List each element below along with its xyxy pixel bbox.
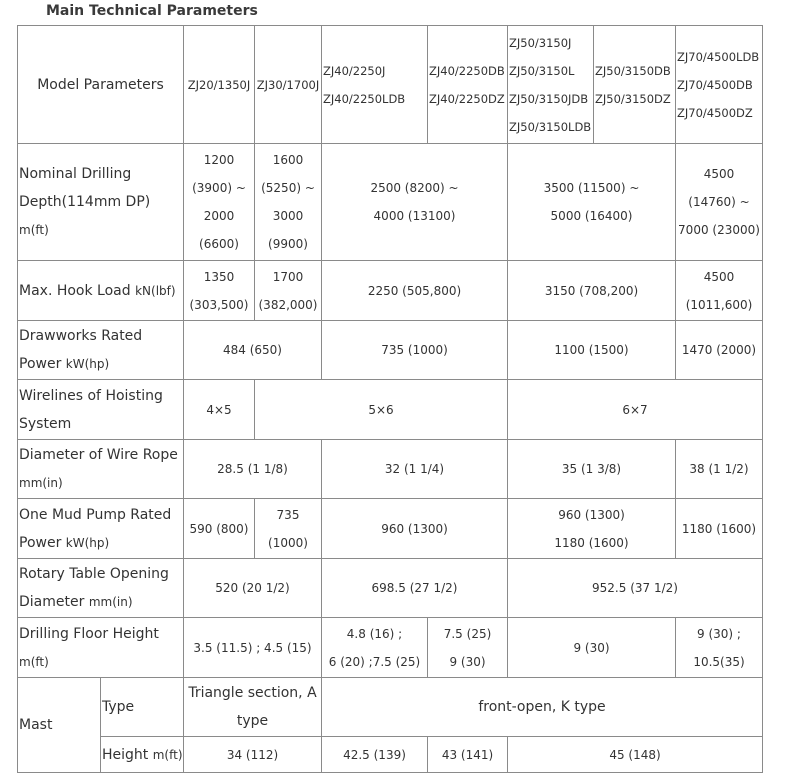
mudpump-zj50 xyxy=(508,499,676,559)
value-line: 2000 xyxy=(203,209,235,223)
value-line: 960 (1300) xyxy=(558,507,625,522)
mast-type-zj40-70: front-open, K type xyxy=(322,678,763,737)
value-line: (1011,600) xyxy=(685,297,753,312)
mudpump-zj20: 590 (800) xyxy=(184,499,255,559)
depth-zj30 xyxy=(255,144,322,261)
depth-zj20 xyxy=(184,144,255,261)
mast-height-zj40-j: 42.5 (139) xyxy=(322,737,428,773)
value-line: 1600 xyxy=(272,153,304,167)
model-zj50-db xyxy=(594,26,676,144)
model-name: ZJ50/3150DB xyxy=(595,63,671,78)
model-name: ZJ50/3150DZ xyxy=(595,91,671,106)
label-text: Drawworks Rated Power xyxy=(19,328,143,372)
table-row-mast-height xyxy=(18,737,763,773)
hook-zj40: 2250 (505,800) xyxy=(322,261,508,321)
hook-zj50: 3150 (708,200) xyxy=(508,261,676,321)
value-line: 3500 (11500) ~ xyxy=(543,181,640,195)
value-line: 7000 (23000) xyxy=(678,223,760,237)
unit-text: m(ft) xyxy=(19,223,49,237)
rope-zj70: 38 (1 1/2) xyxy=(676,440,763,499)
mudpump-zj30: 735 (1000) xyxy=(255,499,322,559)
value-line: 2500 (8200) ~ xyxy=(370,181,459,195)
table-row-floor-height xyxy=(18,618,763,678)
value-line: (303,500) xyxy=(189,297,249,312)
unit-text: kN(lbf) xyxy=(135,283,176,298)
value-line: (9900) xyxy=(268,237,308,251)
model-parameters-header: Model Parameters xyxy=(18,26,184,144)
table-row-depth xyxy=(18,144,763,261)
row-label-drawworks xyxy=(18,321,184,380)
page-title: Main Technical Parameters xyxy=(46,3,258,19)
label-text: Diameter of Wire Rope xyxy=(19,447,178,463)
table-row-mast-type xyxy=(18,678,763,737)
depth-zj50 xyxy=(508,144,676,261)
value-line: 1700 xyxy=(272,269,304,284)
technical-parameters-table xyxy=(17,25,763,773)
table-row-hook-load xyxy=(18,261,763,321)
value-line: 6 (20) ;7.5 (25) xyxy=(328,654,421,669)
mast-height-zj20-30: 34 (112) xyxy=(184,737,322,773)
hook-zj20 xyxy=(184,261,255,321)
label-text: Drilling Floor Height xyxy=(19,625,159,642)
model-name: ZJ70/4500DZ xyxy=(677,105,753,120)
table-row-wirelines xyxy=(18,380,763,440)
value-line: 9 (30) xyxy=(449,654,486,669)
model-name: ZJ40/2250LDB xyxy=(323,91,406,106)
value-line: 4500 xyxy=(703,269,735,284)
value-line: (3900) ~ xyxy=(192,181,246,195)
value-line: (382,000) xyxy=(258,297,318,312)
model-name: ZJ70/4500LDB xyxy=(677,49,760,64)
unit-text: m(ft) xyxy=(19,654,49,669)
floor-zj40-db xyxy=(428,618,508,678)
drawworks-zj50: 1100 (1500) xyxy=(508,321,676,380)
rotary-zj50-70: 952.5 (37 1/2) xyxy=(508,559,763,618)
value-line: 1180 (1600) xyxy=(554,535,629,550)
unit-text: kW(hp) xyxy=(65,535,110,550)
model-zj70 xyxy=(676,26,763,144)
label-text: Max. Hook Load xyxy=(19,282,131,299)
mast-type-zj20-30: Triangle section, A type xyxy=(184,678,322,737)
model-name: ZJ50/3150J xyxy=(509,35,572,50)
label-text: Rotary Table Opening Diameter xyxy=(19,566,169,610)
rope-zj40: 32 (1 1/4) xyxy=(322,440,508,499)
model-name: ZJ50/3150JDB xyxy=(509,91,589,106)
model-name: ZJ40/2250J xyxy=(323,63,386,78)
depth-zj40 xyxy=(322,144,508,261)
row-label-wirelines: Wirelines of Hoisting System xyxy=(18,380,184,440)
table-row-wire-rope xyxy=(18,440,763,499)
model-zj40-j xyxy=(322,26,428,144)
mast-height-zj40-db: 43 (141) xyxy=(428,737,508,773)
model-zj30: ZJ30/1700J xyxy=(255,26,322,144)
model-name: ZJ50/3150LDB xyxy=(509,119,592,134)
wirelines-zj20: 4×5 xyxy=(184,380,255,440)
floor-zj20-30: 3.5 (11.5) ; 4.5 (15) xyxy=(184,618,322,678)
model-name: ZJ40/2250DB xyxy=(429,63,505,78)
value-line: 1350 xyxy=(203,269,235,284)
row-label-rotary-table xyxy=(18,559,184,618)
drawworks-zj70: 1470 (2000) xyxy=(676,321,763,380)
rotary-zj40: 698.5 (27 1/2) xyxy=(322,559,508,618)
model-zj40-db xyxy=(428,26,508,144)
label-text: One Mud Pump Rated Power xyxy=(19,506,172,551)
floor-zj70 xyxy=(676,618,763,678)
rope-zj20-30: 28.5 (1 1/8) xyxy=(184,440,322,499)
hook-zj70 xyxy=(676,261,763,321)
unit-text: kW(hp) xyxy=(65,357,110,371)
value-line: 3000 xyxy=(272,209,304,223)
value-line: (14760) ~ xyxy=(688,195,750,209)
unit-text: mm(in) xyxy=(88,595,133,609)
model-zj50-j xyxy=(508,26,594,144)
value-line: (6600) xyxy=(199,237,239,251)
value-line: 4000 (13100) xyxy=(373,209,456,223)
model-name: ZJ70/4500DB xyxy=(677,77,753,92)
row-label-mast-type: Type xyxy=(101,678,184,737)
table-row-drawworks xyxy=(18,321,763,380)
value-line: 4.8 (16) ; xyxy=(346,626,403,641)
rope-zj50: 35 (1 3/8) xyxy=(508,440,676,499)
drawworks-zj40: 735 (1000) xyxy=(322,321,508,380)
header-row xyxy=(18,26,763,144)
model-name: ZJ40/2250DZ xyxy=(429,91,505,106)
row-label-depth xyxy=(18,144,184,261)
value-line: 1200 xyxy=(203,153,235,167)
unit-text: m(ft) xyxy=(152,747,183,762)
mudpump-zj40: 960 (1300) xyxy=(322,499,508,559)
mudpump-zj70: 1180 (1600) xyxy=(676,499,763,559)
model-zj20: ZJ20/1350J xyxy=(184,26,255,144)
table-row-rotary-table xyxy=(18,559,763,618)
wirelines-zj30-40: 5×6 xyxy=(255,380,508,440)
value-line: 9 (30) ; xyxy=(697,626,741,641)
label-text: Height xyxy=(102,746,149,763)
floor-zj40-j xyxy=(322,618,428,678)
value-line: (5250) ~ xyxy=(261,181,315,195)
row-label-hook-load xyxy=(18,261,184,321)
value-line: 5000 (16400) xyxy=(550,209,633,223)
row-label-mud-pump xyxy=(18,499,184,559)
value-line: 7.5 (25) xyxy=(443,626,492,641)
drawworks-zj20-30: 484 (650) xyxy=(184,321,322,380)
row-label-mast: Mast xyxy=(18,678,101,773)
depth-zj70 xyxy=(676,144,763,261)
label-text: Nominal Drilling Depth(114mm DP) xyxy=(19,166,151,210)
row-label-mast-height xyxy=(101,737,184,773)
unit-text: mm(in) xyxy=(19,476,63,490)
mast-height-zj50-70: 45 (148) xyxy=(508,737,763,773)
value-line: 4500 xyxy=(703,167,735,181)
table-row-mud-pump xyxy=(18,499,763,559)
hook-zj30 xyxy=(255,261,322,321)
row-label-wire-rope xyxy=(18,440,184,499)
model-name: ZJ50/3150L xyxy=(509,63,575,78)
rotary-zj20-30: 520 (20 1/2) xyxy=(184,559,322,618)
wirelines-zj50-70: 6×7 xyxy=(508,380,763,440)
floor-zj50: 9 (30) xyxy=(508,618,676,678)
value-line: 10.5(35) xyxy=(693,654,745,669)
row-label-floor-height xyxy=(18,618,184,678)
